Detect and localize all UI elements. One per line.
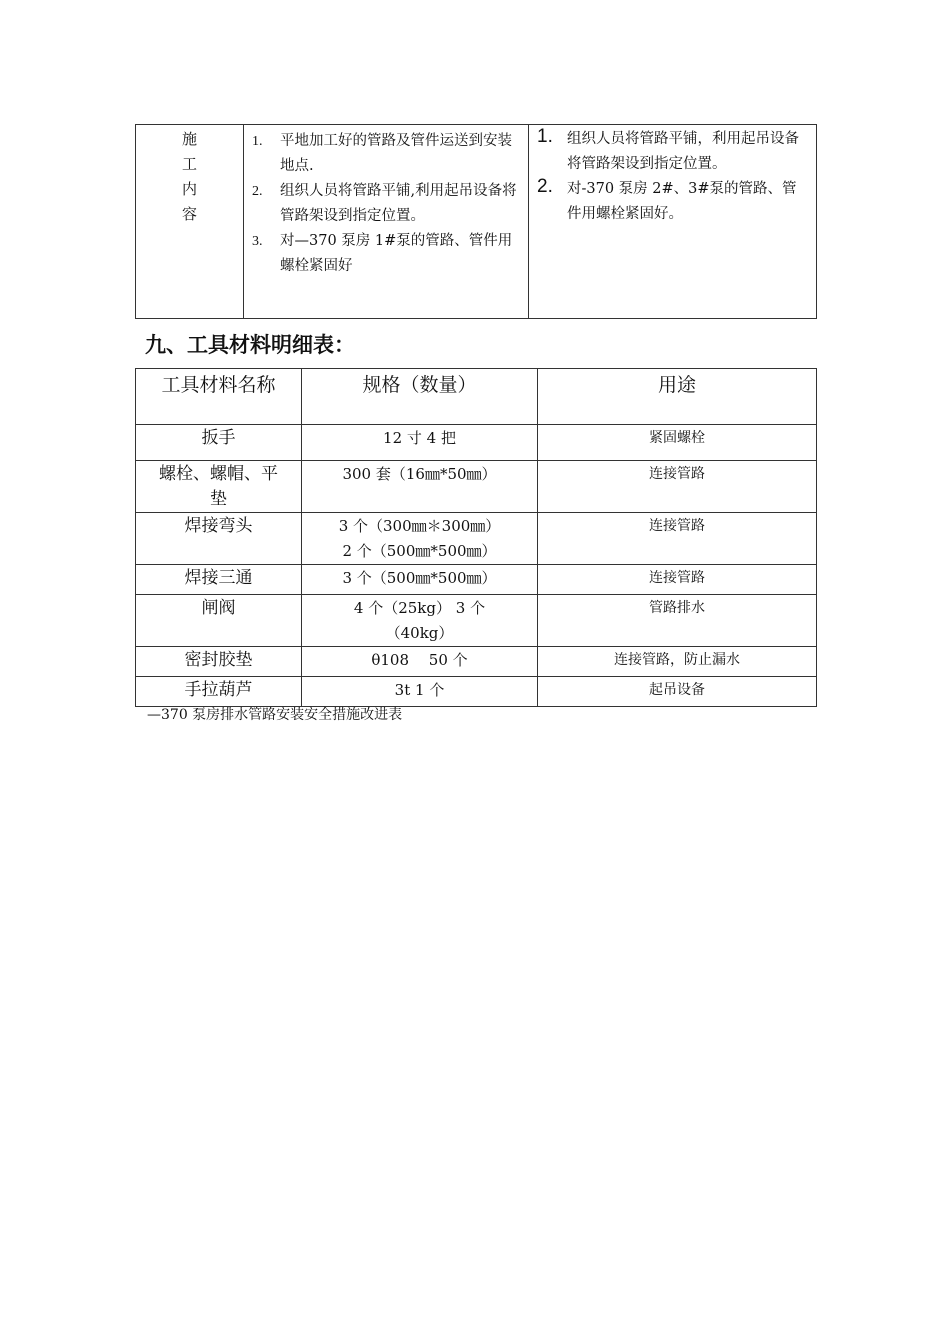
construction-content-table xyxy=(135,124,817,319)
table-header-row xyxy=(136,369,817,425)
material-name: 焊接三通 xyxy=(136,565,302,595)
construction-steps-b xyxy=(529,125,817,319)
column-header-use: 用途 xyxy=(538,369,817,425)
list-item: 2. 对-370 泵房 2#、3#泵的管路、管件用螺栓紧固好。 xyxy=(537,176,797,222)
material-use: 连接管路，防止漏水 xyxy=(538,647,817,677)
list-item: 2. 组织人员将管路平铺,利用起吊设备将管路架设到指定位置。 xyxy=(252,183,517,224)
material-name: 扳手 xyxy=(136,425,302,461)
list-item: 1. 平地加工好的管路及管件运送到安装地点. xyxy=(252,133,512,174)
label-char: 工 xyxy=(181,155,197,173)
table-row xyxy=(136,595,817,647)
label-char: 内 xyxy=(181,180,197,198)
material-name: 闸阀 xyxy=(136,595,302,647)
table-row xyxy=(136,513,817,565)
material-spec: 4 个（25kg） 3 个 （40kg） xyxy=(302,595,538,647)
column-header-name: 工具材料名称 xyxy=(136,369,302,425)
list-item: 3. 对—370 泵房 1#泵的管路、管件用螺栓紧固好 xyxy=(252,233,513,274)
column-header-spec: 规格（数量） xyxy=(302,369,538,425)
footnote: —370 泵房排水管路安装安全措施改进表 xyxy=(147,707,403,723)
material-use: 起吊设备 xyxy=(538,677,817,707)
material-use: 紧固螺栓 xyxy=(538,425,817,461)
label-char: 施 xyxy=(181,130,197,148)
table-row xyxy=(136,461,817,513)
material-spec: 3 个（500㎜*500㎜） xyxy=(302,565,538,595)
material-name: 焊接弯头 xyxy=(136,513,302,565)
material-use: 连接管路 xyxy=(538,513,817,565)
table-row xyxy=(136,677,817,707)
material-use: 连接管路 xyxy=(538,565,817,595)
construction-row xyxy=(136,125,817,319)
material-spec: 12 寸 4 把 xyxy=(302,425,538,461)
table-row xyxy=(136,565,817,595)
material-spec: 300 套（16㎜*50㎜） xyxy=(302,461,538,513)
section-title: 九、工具材料明细表： xyxy=(145,332,355,357)
material-spec: 3 个（300㎜＊300㎜） 2 个（500㎜*500㎜） xyxy=(302,513,538,565)
construction-steps-a xyxy=(244,125,529,319)
material-spec: θ108 50 个 xyxy=(302,647,538,677)
material-name: 密封胶垫 xyxy=(136,647,302,677)
material-use: 连接管路 xyxy=(538,461,817,513)
construction-label-cell xyxy=(136,125,244,319)
material-name: 手拉葫芦 xyxy=(136,677,302,707)
table-row xyxy=(136,425,817,461)
label-char: 容 xyxy=(181,205,197,223)
material-name: 螺栓、螺帽、平 垫 xyxy=(136,461,302,513)
material-use: 管路排水 xyxy=(538,595,817,647)
material-spec: 3t 1 个 xyxy=(302,677,538,707)
materials-table xyxy=(135,368,817,707)
list-item: 1. 组织人员将管路平铺，利用起吊设备将管路架设到指定位置。 xyxy=(537,126,799,172)
table-row xyxy=(136,647,817,677)
